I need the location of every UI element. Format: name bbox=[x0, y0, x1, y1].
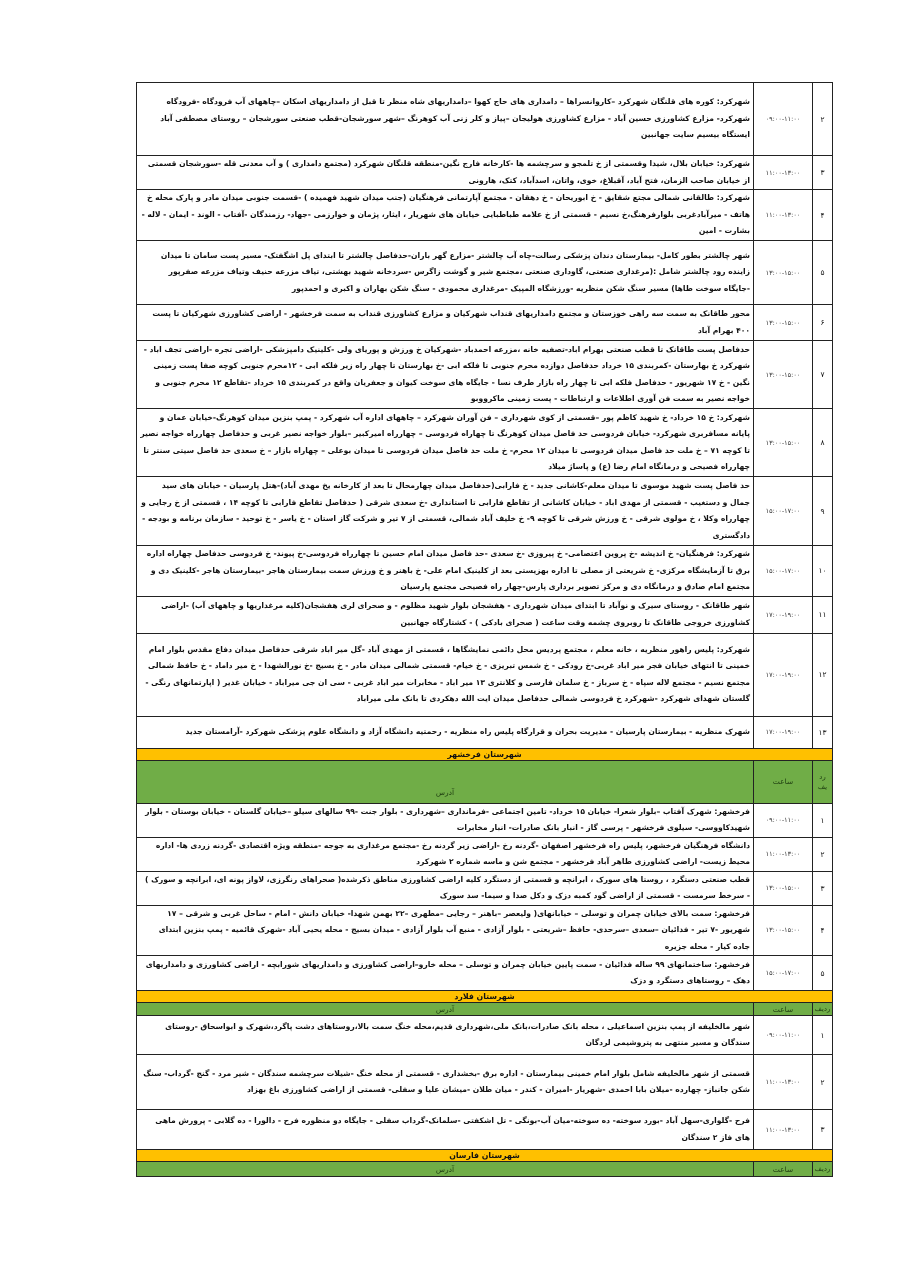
time-range: ۱۷:۰۰-۱۹:۰۰ bbox=[754, 716, 813, 748]
table-row bbox=[137, 1110, 833, 1150]
time-range: ۱۳:۰۰-۱۵:۰۰ bbox=[754, 409, 813, 477]
region-header-falard bbox=[137, 991, 833, 1003]
address-cell: حد فاصل پست شهید موسوی تا میدان معلم-کاشانی جدید - خ فارابی(حدفاصل میدان چهارمحال تا بعد از کارخانه یخ مهدی آباد)-هتل پارسیان - خیابان های سید جمال و دستغیب - قسمتی از مهدی اباد - خیابان کاشانی از تقاطع فارابی تا استانداری -خ سعدی شرقی ( حدفاصل تقاطع فارابی تا کوچه ۱۴ ، قسمتی از خ رجایی و چهارراه وکلا ، خ مولوی شرقی - خ ورزش شرقی تا کوچه ۹- خ خلیف آباد شمالی، قسمتی از ۷ تیر و شرکت گاز استان - خ یاسر - خ توحید - سازمان برنامه و بودجه - دادگستری bbox=[137, 477, 754, 546]
table-row bbox=[137, 83, 833, 156]
time-range: ۱۱:۰۰-۱۳:۰۰ bbox=[754, 1055, 813, 1110]
row-number: ۷ bbox=[813, 341, 833, 409]
time-range: ۱۷:۰۰-۱۹:۰۰ bbox=[754, 633, 813, 716]
address-cell: قسمتی از شهر مالخلیفه شامل بلوار امام خمینی بیمارستان - اداره برق -بخشداری - قسمتی از محله خنگ -شیلات سرچشمه سندگان - شیر مرد - گنج -گرداب- سنگ شکن جانباز- چهارده -میلان بابا احمدی -شهریار -امیران - کندر - میان طلان -میشان علیا و سفلی- قسمتی از اراضی کشاورزی باغ بهزاد bbox=[137, 1055, 754, 1110]
time-range: ۱۳:۰۰-۱۵:۰۰ bbox=[754, 305, 813, 341]
table-row bbox=[137, 190, 833, 241]
time-range: ۱۱:۰۰-۱۳:۰۰ bbox=[754, 156, 813, 190]
row-number: ۵ bbox=[813, 241, 833, 305]
column-header-address-label: آدرس bbox=[435, 788, 455, 797]
address-cell: فرخشهر: شهرک آفتاب –بلوار شعرا- خیابان ۱۵ خرداد- تامین اجتماعی -فرمانداری –شهرداری - بلوار جنت -۹۹ سالهای سیلو –خیابان گلستان - خیابان بوستان - بلوار شهیدکاووسی- سیلوی فرخشهر - پرسی گاز - انبار بانک صادرات- انبار مخابرات bbox=[137, 803, 754, 837]
column-header-row-number: ردیف bbox=[813, 1162, 833, 1177]
address-cell: فرخشهر: سمت بالای خیابان چمران و توسلی – خیابانهای( ولیعصر –باهنر – رجایی –مطهری –۲۲ بهمن شهدا- خیابان دانش - امام - ساحل غربی و شرقی – ۱۷ شهریور -۷ تیر - فدائیان –سعدی –سرحدی- حافظ –شریعتی - بلوار آزادی - منبع آب بلوار آزادی - میدان بسیج - محله یحیی آباد -شهرک قائمیه - پمپ بنزین ابتدای جاده کیار - محله جزیره bbox=[137, 905, 754, 956]
column-header-row bbox=[137, 1162, 833, 1177]
row-number: ۱۰ bbox=[813, 546, 833, 597]
time-range: ۱۳:۰۰-۱۵:۰۰ bbox=[754, 871, 813, 905]
row-number: ۳ bbox=[813, 871, 833, 905]
region-title: شهرستان فارسان bbox=[137, 1150, 833, 1162]
column-header-address bbox=[137, 760, 754, 803]
table-row bbox=[137, 477, 833, 546]
row-number: ۱۲ bbox=[813, 633, 833, 716]
region-header-farsan bbox=[137, 1150, 833, 1162]
region-title: شهرستان فلارد bbox=[137, 991, 833, 1003]
row-number: ۴ bbox=[813, 190, 833, 241]
table-row bbox=[137, 341, 833, 409]
region-title: شهرستان فرخشهر bbox=[137, 748, 833, 760]
table-row bbox=[137, 837, 833, 871]
header-num-line1: رد bbox=[819, 772, 826, 781]
address-cell: فرح -گلواری-سهل آباد -بورد سوخته- ده سوخته-میان آب-بونگی - تل اشکفتی -سلمانک-گرداب سفلی - جایگاه دو منظوره فرح - دالورا - ده گلابی - پرورش ماهی های فاز ۲ سندگان bbox=[137, 1110, 754, 1150]
row-number: ۵ bbox=[813, 956, 833, 991]
address-cell: شهرکرد: فرهنگیان- خ اندیشه -خ پروین اعتصامی- خ پیروزی -خ سعدی -حد فاصل میدان امام حسین تا چهارراه فردوسی-خ پیوند- خ فردوسی حدفاصل چهاراه اداره برق تا آزمایشگاه مرکزی- خ شریعتی از مصلی تا اداره بهزیستی بعد از کلینیک امام علی- خ باهنر و خ ورزش سمت بیمارستان هاجر -بیمارستان هاجر -کلینیک دی و مجتمع امام صادق و درمانگاه دی و مرکز تصویر برداری پارس-چهار راه فصیحی مجتمع پارسیان bbox=[137, 546, 754, 597]
row-number: ۸ bbox=[813, 409, 833, 477]
row-number: ۹ bbox=[813, 477, 833, 546]
table-row bbox=[137, 156, 833, 190]
row-number: ۲ bbox=[813, 83, 833, 156]
address-cell: قطب صنعتی دستگرد ، روستا های سورک ، ابرانچه و قسمتی از دستگرد کلیه اراضی کشاورزی مناطق ذکرشده( صحراهای رنگرزی، لاواز پونه ای، ابرانچه و سورک ) - سرخط سرمست - قسمتی از اراضی گود کمبه دزک و دکل صدا و سیما- سد سورک bbox=[137, 871, 754, 905]
header-num-line2: یف bbox=[817, 782, 828, 791]
address-cell: شهر مالخلیفه از پمپ بنزین اسماعیلی ، محله بانک صادرات،بانک ملی،شهرداری قدیم،محله خنگ سمت بالا،روستاهای دشت پاگرد،شهرک و ابواسحاق -روستای سندگان و مسیر منتهی به پتروشیمی لردگان bbox=[137, 1016, 754, 1055]
column-header-time: ساعت bbox=[754, 1003, 813, 1016]
address-cell: شهرکرد: طالقانی شمالی مجتع شقایق - خ ابوریحان - خ دهقان - مجتمع آپارتمانی فرهنگیان (جنب میدان شهید فهمیده ) -قسمت جنوبی میدان مادر و پارک محله خ هاتف - میرآبادغربی بلوارفرهنگ،خ نسیم - قسمتی از خ علامه طباطبایی خیابان های شهریار ، ایثار، پژمان و خوارزمی -جهاد- رزمندگان -آفتاب - الوند - ایمان - لاله - بشارت - امین bbox=[137, 190, 754, 241]
address-cell: شهرکرد: پلیس راهور منظریه ، خانه معلم ، مجتمع پردیس محل دائمی نمایشگاها ، قسمتی از مهدی آباد -گل میر اباد شرقی حدفاصل میدان دفاع مقدس بلوار امام خمینی تا انتهای خیابان فجر میر اباد غربی-خ رودکی - خ شمس تبریزی - خ خیام- قسمتی شمالی میدان مادر - خ بسیج -خ نورالشهدا - خ میر داماد - خ حافظ شمالی مجتمع نسیم - مجتمع لاله سپاه - خ سرباز - خ سلمان فارسی و کلانتری ۱۳ میر اباد - مخابرات میر اباد غربی - سی ان جی میراباد - خیابان غدیر ( اپارتمانهای رنگی - گلستان شهدای شهرکرد -شهرکرد خ فردوسی شمالی حدفاصل میدان ایت الله دهکردی تا بانک ملی میراباد bbox=[137, 633, 754, 716]
column-header-address: آدرس bbox=[137, 1003, 754, 1016]
time-range: ۱۱:۰۰-۱۳:۰۰ bbox=[754, 837, 813, 871]
row-number: ۳ bbox=[813, 1110, 833, 1150]
address-cell: شهر چالشتر بطور کامل- بیمارستان دندان پزشکی رسالت-چاه آب چالشتر -مزارع گهر باران-حدفاصل چالشتر تا ابتدای پل اشگفتک- مسیر پست سامان تا میدان زاینده رود چالشتر شامل :(مرغداری صنعتی، گاوداری صنعتی ،مجتمع شیر و گوشت زاگرس -سردخانه شهید بهشتی، تیاف مزرعه حنیف وتیاف مزرعه صفرپور -جایگاه سوخت طاها) مسیر سنگ شکن منظریه -ورزشگاه المپیک -مرغداری محمودی - سنگ شکن بهاران و اکبری و احمدپور bbox=[137, 241, 754, 305]
table-row bbox=[137, 409, 833, 477]
time-range: ۱۳:۰۰-۱۵:۰۰ bbox=[754, 905, 813, 956]
address-cell: شهرک منظریه - بیمارستان پارسیان - مدیریت بحران و قرارگاه پلیس راه منظریه - رحمتیه دانشگاه آزاد و دانشگاه علوم پزشکی شهرکرد -آرامستان جدید bbox=[137, 716, 754, 748]
table-row bbox=[137, 633, 833, 716]
outage-schedule-document bbox=[136, 82, 833, 1177]
column-header-address: آدرس bbox=[137, 1162, 754, 1177]
column-header-row bbox=[137, 760, 833, 803]
row-number: ۱۳ bbox=[813, 716, 833, 748]
row-number: ۱ bbox=[813, 1016, 833, 1055]
row-number: ۶ bbox=[813, 305, 833, 341]
row-number: ۲ bbox=[813, 837, 833, 871]
time-range: ۱۷:۰۰-۱۹:۰۰ bbox=[754, 596, 813, 633]
address-cell: شهرکرد: کوره های قلنگان شهرکرد –کاروانسراها – دامداری های حاج کهوا –دامداریهای شاه منظر تا قبل از دامداریهای اسکان –چاههای آب فرودگاه -فرودگاه شهرکرد- مزارع کشاورزی حسین آباد - مزارع کشاورزی هولیجان –پیاز و کلر زنی آب کوهرنگ –شهر سورشجان-قطب صنعتی سورشجان – روستای مصطفی آباد ایستگاه بیسیم سایت جهانبین bbox=[137, 83, 754, 156]
column-header-row-number bbox=[813, 760, 833, 803]
time-range: ۰۹:۰۰-۱۱:۰۰ bbox=[754, 1016, 813, 1055]
address-cell: شهر طاقانک - روستای سیرک و نوآباد تا ابتدای میدان شهرداری - هفشجان بلوار شهید مظلوم - و صحرای لری هفشجان(کلیه مرغداریها و چاههای آب) -اراضی کشاورزی خروجی طاقانک تا روبروی چشمه وقت ساعت ( صحرای بادکی ) - کشتارگاه جهانبین bbox=[137, 596, 754, 633]
row-number: ۲ bbox=[813, 1055, 833, 1110]
region-header-farrokhshahr bbox=[137, 748, 833, 760]
time-range: ۱۳:۰۰-۱۵:۰۰ bbox=[754, 241, 813, 305]
table-row bbox=[137, 1016, 833, 1055]
column-header-row bbox=[137, 1003, 833, 1016]
time-range: ۱۱:۰۰-۱۳:۰۰ bbox=[754, 1110, 813, 1150]
outage-schedule-table bbox=[136, 82, 833, 1177]
time-range: ۱۵:۰۰-۱۷:۰۰ bbox=[754, 477, 813, 546]
time-range: ۱۵:۰۰-۱۷:۰۰ bbox=[754, 546, 813, 597]
address-cell: شهرکرد: خ ۱۵ خرداد- خ شهید کاظم پور –قسمتی از کوی شهرداری – فن آوران شهرکرد – چاههای اداره آب شهرکرد - پمپ بنزین میدان کوهرنگ-خیابان عمان و پایانه مسافربری شهرکرد- خیابان فردوسی حد فاصل میدان کوهرنگ تا چهاراه فردوسی – چهارراه امیرکبیر –بلوار خواجه نصیر غربی و حدفاصل چهارراه خواجه نصیر تا کوچه ۷۱ – خ ملت حد فاصل میدان فردوسی تا میدان ۱۲ محرم- خ ملت حد فاصل میدان فردوسی تا میدان بوعلی – چهاراه بازار – خ سعدی حد فاصل سیتی سنتر تا چهارراه فصیحی و درمانگاه امام رضا (ع) و پاساژ میلاد bbox=[137, 409, 754, 477]
column-header-row-number: ردیف bbox=[813, 1003, 833, 1016]
address-cell: فرخشهر: ساختمانهای ۹۹ ساله فدائیان - سمت پایین خیابان چمران و توسلی – محله خارو–اراضی کشاورزی و دامداریهای شورابچه - اراضی کشاورزی و دامداریهای دهک – روستاهای دستگرد و دزک bbox=[137, 956, 754, 991]
table-row bbox=[137, 546, 833, 597]
table-row bbox=[137, 1055, 833, 1110]
table-row bbox=[137, 305, 833, 341]
time-range: ۰۹:۰۰-۱۱:۰۰ bbox=[754, 803, 813, 837]
address-cell: محور طاقانک به سمت سه راهی خوزستان و مجتمع دامداریهای قنداب شهرکیان و مزارع کشاورزی قنداب به سمت فرخشهر - اراضی کشاورزی شهرکیان تا پست ۴۰۰ بهرام آباد bbox=[137, 305, 754, 341]
table-row bbox=[137, 716, 833, 748]
table-row bbox=[137, 871, 833, 905]
row-number: ۱۱ bbox=[813, 596, 833, 633]
table-row bbox=[137, 956, 833, 991]
table-row bbox=[137, 905, 833, 956]
address-cell: دانشگاه فرهنگیان فرخشهر، پلیس راه فرخشهر اصفهان -گردنه رخ -اراضی زیر گردنه رخ -مجتمع مرغداری به جوجه -منطقه ویژه اقتصادی -گردنه زردی ها- اداره محیط زیست- اراضی کشاورزی طاهر آباد فرخشهر - مجتمع شن و ماسه شماره ۲ شهرکرد bbox=[137, 837, 754, 871]
address-cell: شهرکرد: خیابان بلال، شیدا وقسمتی از خ تلمجو و سرچشمه ها -کارخانه فارج نگین-منطقه قلنگان شهرکرد (مجتمع دامداری ) و آب معدنی قله -سورشجان قسمتی از خیابان صاحب الزمان، فتح آباد، آقبلاغ، خوی، واتان، اسدآباد، کتک، هارونی bbox=[137, 156, 754, 190]
table-row bbox=[137, 596, 833, 633]
time-range: ۱۳:۰۰-۱۵:۰۰ bbox=[754, 341, 813, 409]
column-header-time: ساعت bbox=[754, 760, 813, 803]
row-number: ۴ bbox=[813, 905, 833, 956]
address-cell: حدفاصل پست طاقانک تا قطب صنعتی بهرام اباد-تصفیه خانه ،مزرعه احمدباد -شهرکیان خ ورزش و پوریای ولی -کلینیک دامپزشکی -اراضی تجره -اراضی تجف اباد - شهرکرد خ بهارستان -کمربندی ۱۵ خرداد حدفاصل دوازده محرم جنوبی تا فلکه ابی -خ بهارستان تا چهار راه زیر فلکه ابی - ۱۲محرم جنوبی کوچه صفا پست زمینی نگین - خ ۱۷ شهریور - حدفاصل فلکه ابی تا چهار راه بازار طرف نسا - جایگاه های سوخت کیوان و جعفریان واقع در کمربندی ۱۵ خرداد -تقاطع ۱۲ محرم جنوبی و خواجه نصیر به سمت فن آوری اطلاعات و ارتباطات - پست زمینی ماکرووبو bbox=[137, 341, 754, 409]
column-header-time: ساعت bbox=[754, 1162, 813, 1177]
row-number: ۱ bbox=[813, 803, 833, 837]
table-row bbox=[137, 241, 833, 305]
time-range: ۱۱:۰۰-۱۳:۰۰ bbox=[754, 190, 813, 241]
table-row bbox=[137, 803, 833, 837]
time-range: ۱۵:۰۰-۱۷:۰۰ bbox=[754, 956, 813, 991]
time-range: ۰۹:۰۰-۱۱:۰۰ bbox=[754, 83, 813, 156]
row-number: ۳ bbox=[813, 156, 833, 190]
